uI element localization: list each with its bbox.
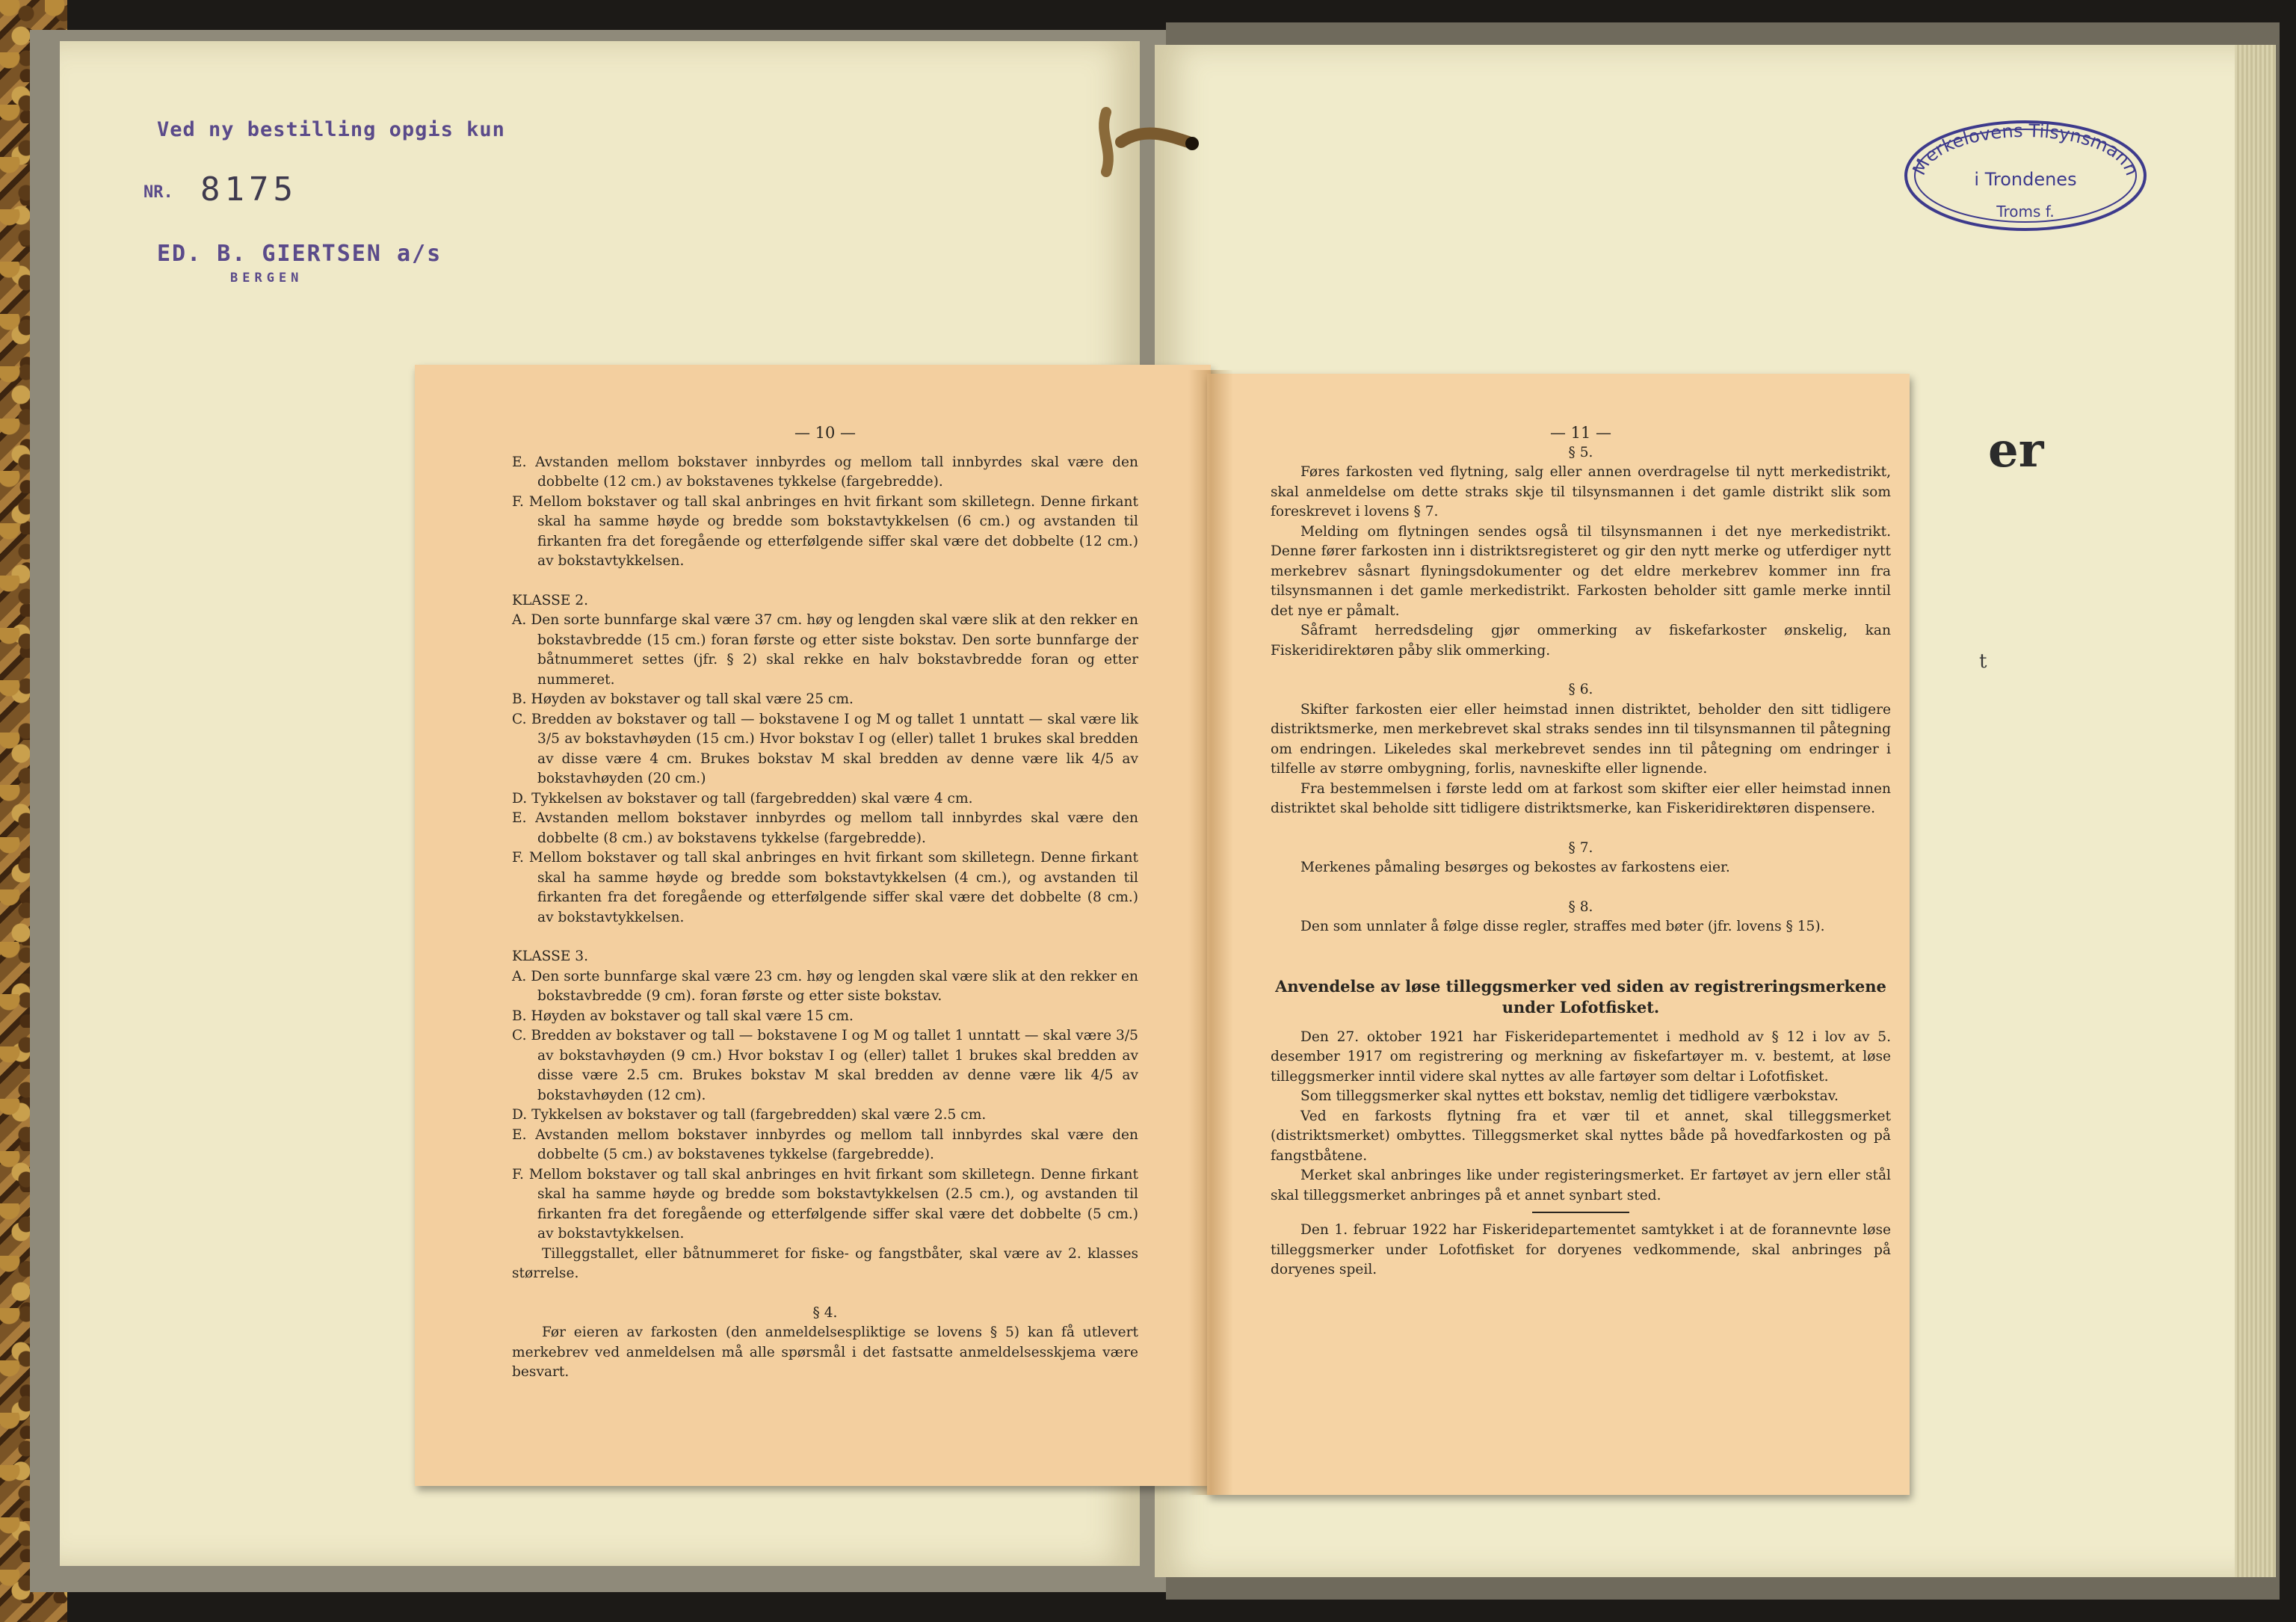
paragraph: A. Den sorte bunnfarge skal være 37 cm. høy og lengden skal være slik at den rekker en bokstavbredde (15 cm.) foran første og etter siste bokstav. Den sorte bunnfarge der båtnummeret settes (jfr. § 2) skal rekke en halv bokstavbredde foran og etter nummeret. xyxy=(512,612,1138,688)
paragraph: Den som unnlater å følge disse regler, straffes med bøter (jfr. lovens § 15). xyxy=(1300,919,1825,934)
paragraph: Som tilleggsmerker skal nyttes ett bokstav, nemlig det tidligere værbokstav. xyxy=(1300,1088,1839,1104)
section-heading: § 4. xyxy=(812,1304,838,1321)
paragraph: Merket skal anbringes like under registeringsmerket. Er fartøyet av jern eller stål skal tilleggsmerket anbringes på et annet synbart sted. xyxy=(1271,1168,1891,1203)
oval-official-stamp xyxy=(1898,112,2152,239)
page-number: — 10 — xyxy=(794,424,857,442)
paragraph: C. Bredden av bokstaver og tall — bokstavene I og M og tallet 1 unntatt — skal være 3/5 av bokstavhøyden (9 cm.) Hvor bokstav I og (eller) tallet 1 brukes skal bredden av disse være 2.5 cm. Brukes bokstav M skal bredden av denne være lik 4/5 av bokstavhøyden (12 cm). xyxy=(512,1028,1138,1103)
paragraph: Ved en farkosts flytning fra et vær til et annet, skal tilleggsmerket (distriktsmerket) ombyttes. Tilleggsmerket skal nyttes både på hovedfarkosten og på fangstbåtene. xyxy=(1271,1108,1891,1164)
article-heading: Anvendelse av løse tilleggsmerker ved siden av registreringsmerkene xyxy=(1275,976,1886,996)
oval-stamp-middle-text: i Trondenes xyxy=(1974,169,2077,190)
order-stamp-line: Ved ny bestilling opgis kun xyxy=(157,118,505,141)
divider-rule xyxy=(1532,1212,1629,1213)
oval-stamp-bottom-text: Troms f. xyxy=(1996,203,2055,221)
binding-string-icon xyxy=(1076,97,1203,179)
paragraph: D. Tykkelsen av bokstaver og tall (fargebredden) skal være 2.5 cm. xyxy=(512,1107,987,1123)
paragraph: E. Avstanden mellom bokstaver innbyrdes og mellom tall innbyrdes skal være den dobbelte (8 cm.) av bokstavens tykkelse (fargebredde). xyxy=(512,810,1138,846)
paragraph: Fra bestemmelsen i første ledd om at farkost som skifter eier eller heimstad innen distriktet skal beholde sitt tidligere distriktsmerke, kan Fiskeridirektøren dispensere. xyxy=(1271,780,1891,816)
section-heading: KLASSE 3. xyxy=(512,949,589,964)
paragraph: Skifter farkosten eier eller heimstad innen distriktet, beholder den sitt tidligere distriktsmerke, men merkebrevet skal straks sendes inn til tilsynsmannen til påtegning om endringen. Likeledes skal merkebrevet sendes inn til påtegning om endringer i tilfelle av større ombygning, forlis, navneskifte eller lignende. xyxy=(1271,701,1891,777)
section-heading: § 5. xyxy=(1568,444,1593,460)
stamp-company: ED. B. GIERTSEN a/s xyxy=(157,241,442,267)
paragraph: Føres farkosten ved flytning, salg eller annen overdragelse til nytt merkedistrikt, skal anmeldelse om dette straks skje til tilsynsmannen i det gamle distrikt slik som foreskrevet i lovens § 7. xyxy=(1271,464,1891,519)
paragraph: F. Mellom bokstaver og tall skal anbringes en hvit firkant som skilletegn. Denne firkant skal ha samme høyde og bredde som bokstavtykkelsen (4 cm.), og avstanden til firkanten fra det foregående og etterfølgende siffer skal være det dobbelte (8 cm.) av bokstavtykkelsen. xyxy=(512,850,1138,925)
underlying-title-fragment: er xyxy=(1988,422,2044,478)
section-heading: § 6. xyxy=(1568,682,1593,697)
article-heading: under Lofotfisket. xyxy=(1502,997,1660,1017)
paragraph: B. Høyden av bokstaver og tall skal være 25 cm. xyxy=(512,691,854,707)
paragraph: A. Den sorte bunnfarge skal være 23 cm. høy og lengden skal være slik at den rekker en bokstavbredde (9 cm). foran første og etter siste bokstav. xyxy=(512,968,1138,1004)
paragraph: E. Avstanden mellom bokstaver innbyrdes og mellom tall innbyrdes skal være den dobbelte (12 cm.) av bokstavenes tykkelse (fargebredde). xyxy=(512,454,1138,490)
paragraph: Den 1. februar 1922 har Fiskeridepartementet samtykket i at de forannevnte løse tilleggsmerker under Lofotfisket for doryenes vedkommende, skal anbringes på doryenes speil. xyxy=(1271,1222,1891,1277)
paragraph: E. Avstanden mellom bokstaver innbyrdes og mellom tall innbyrdes skal være den dobbelte (5 cm.) av bokstavenes tykkelse (fargebredde). xyxy=(512,1126,1138,1162)
section-heading: § 8. xyxy=(1568,898,1593,915)
page-stack-edge xyxy=(2235,45,2276,1577)
page-number: — 11 — xyxy=(1549,424,1612,442)
order-number: 8175 xyxy=(200,170,297,209)
paragraph: Tilleggstallet, eller båtnummeret for fiske- og fangstbåter, skal være av 2. klasses størrelse. xyxy=(512,1245,1138,1281)
paragraph: Merkenes påmaling besørges og bekostes av farkostens eier. xyxy=(1300,860,1730,875)
stamp-city: BERGEN xyxy=(230,271,303,286)
section-heading: KLASSE 2. xyxy=(512,592,589,608)
page-10-text xyxy=(512,423,1138,1383)
paragraph: Melding om flytningen sendes også til tilsynsmannen i det nye merkedistrikt. Denne fører farkosten inn i distriktsregisteret og gir den nytt merke og utferdiger nytt merkebrev såsnart flyningsdokumenter og det eldre merkebrev kommer inn fra tilsynsmannen i det gamle merkedistrikt. Farkosten beholder sitt gamle merke inntil det nye er påmalt. xyxy=(1271,523,1891,619)
oval-stamp-top-text: Merkelovens Tilsynsmann xyxy=(1908,120,2143,179)
paragraph: F. Mellom bokstaver og tall skal anbringes en hvit firkant som skilletegn. Denne firkant skal ha samme høyde og bredde som bokstavtykkelsen (2.5 cm.), og avstanden til firkanten fra det foregående og etterfølgende siffer skal være det dobbelte (5 cm.) av bokstavtykkelsen. xyxy=(512,1166,1138,1242)
paragraph: F. Mellom bokstaver og tall skal anbringes en hvit firkant som skilletegn. Denne firkant skal ha samme høyde og bredde som bokstavtykkelsen (6 cm.) og avstanden til firkanten fra det foregående og etterfølgende siffer skal være det dobbelte (12 cm.) av bokstavtykkelsen. xyxy=(512,493,1138,569)
section-heading: § 7. xyxy=(1568,839,1593,856)
paragraph: B. Høyden av bokstaver og tall skal være 15 cm. xyxy=(512,1008,854,1024)
underlying-text-fragment: t xyxy=(1979,650,1987,673)
booklet-gutter xyxy=(1188,370,1233,1495)
paragraph: D. Tykkelsen av bokstaver og tall (fargebredden) skal være 4 cm. xyxy=(512,790,973,807)
paragraph: C. Bredden av bokstaver og tall — bokstavene I og M og tallet 1 unntatt — skal være lik 3/5 av bokstavhøyden (15 cm.) Hvor bokstav I og (eller) tallet 1 brukes skal bredden av disse være 4 cm. Brukes bokstav M skal bredden av denne være lik 4/5 av bokstavhøyden (20 cm.) xyxy=(512,711,1138,786)
paragraph: Før eieren av farkosten (den anmeldelsespliktige se lovens § 5) kan få utlevert merkebrev ved anmeldelsen må alle spørsmål i det fastsatte anmeldelsesskjema være besvart. xyxy=(512,1325,1138,1380)
paragraph: Såframt herredsdeling gjør ommerking av fiskefarkoster ønskelig, kan Fiskeridirektøren påby slik ommerking. xyxy=(1271,623,1891,659)
paragraph: Den 27. oktober 1921 har Fiskeridepartementet i medhold av § 12 i lov av 5. desember 1917 om registrering og merkning av fiskefartøyer m. v. bestemt, at løse tilleggsmerker inntil videre skal nyttes av alle fartøyer som deltar i Lofotfisket. xyxy=(1271,1029,1891,1085)
order-number-label: NR. xyxy=(144,183,173,202)
page-11-text xyxy=(1271,423,1891,1280)
